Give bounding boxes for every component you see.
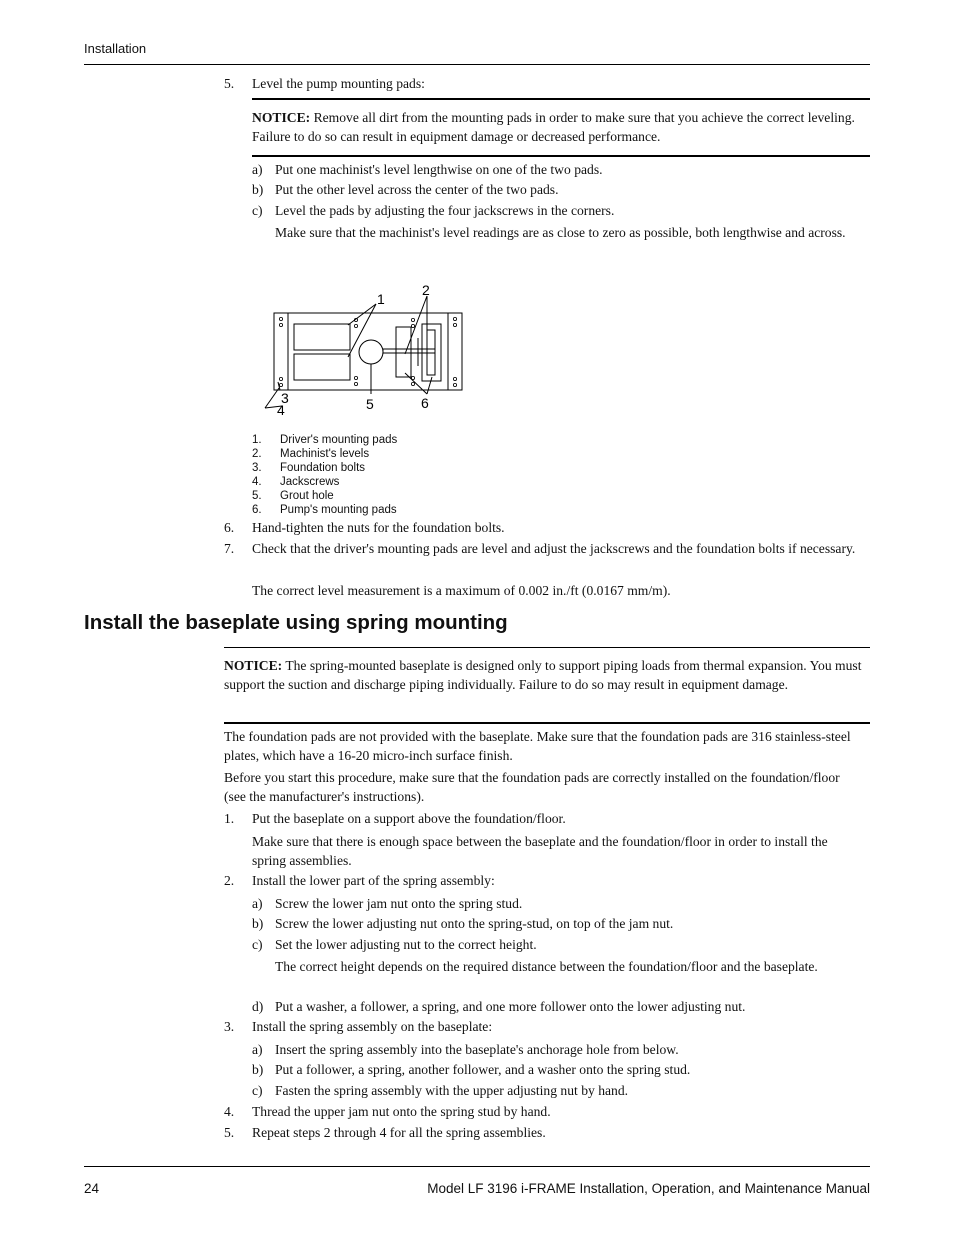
section-heading: Install the baseplate using spring mounting xyxy=(84,611,508,634)
step-number: 5. xyxy=(224,76,235,91)
substep-text: Level the pads by adjusting the four jackscrews in the corners. xyxy=(275,203,615,218)
substep-letter: b) xyxy=(252,182,264,197)
notice-label: NOTICE: xyxy=(252,110,311,125)
legend-text: Grout hole xyxy=(280,490,334,502)
substep-letter: a) xyxy=(252,896,263,911)
step-number: 2. xyxy=(224,873,235,888)
step-text: Thread the upper jam nut onto the spring stud by hand. xyxy=(252,1104,551,1119)
pump-pad-left xyxy=(396,327,411,377)
leader-1b xyxy=(348,304,376,357)
leader-6b xyxy=(427,377,432,394)
step-number: 1. xyxy=(224,811,235,826)
step-note: The correct level measurement is a maximum of 0.002 in./ft (0.0167 mm/m). xyxy=(252,583,671,598)
legend-text: Machinist's levels xyxy=(280,448,370,460)
callout-4: 4 xyxy=(277,402,285,418)
substep-text: Put a follower, a spring, another follower, and a washer onto the spring stud. xyxy=(275,1062,691,1077)
notice-box xyxy=(252,108,862,146)
substep-letter: b) xyxy=(252,916,264,931)
step-text: Repeat steps 2 through 4 for all the spring assemblies. xyxy=(252,1125,546,1140)
legend-text: Jackscrews xyxy=(280,476,340,488)
notice-box xyxy=(224,656,864,694)
legend-number: 4. xyxy=(252,476,262,488)
header-rule xyxy=(84,64,870,65)
baseplate-leveling-figure xyxy=(255,278,475,423)
substep-text: Set the lower adjusting nut to the correct height. xyxy=(275,937,537,952)
legend-text: Pump's mounting pads xyxy=(280,504,397,516)
callout-3: 3 xyxy=(281,390,289,406)
legend-number: 6. xyxy=(252,504,262,516)
substep-text: Insert the spring assembly into the baseplate's anchorage hole from below. xyxy=(275,1042,679,1057)
callout-5: 5 xyxy=(366,396,374,412)
step-text: Put the baseplate on a support above the foundation/floor. xyxy=(252,811,566,826)
callout-1: 1 xyxy=(377,291,385,307)
substep-letter: c) xyxy=(252,203,263,218)
step-number: 5. xyxy=(224,1125,235,1140)
leader-1a xyxy=(348,304,376,325)
baseplate-outline xyxy=(274,313,462,390)
notice-top-rule xyxy=(252,98,870,100)
notice-text: The spring-mounted baseplate is designed only to support piping loads from thermal expansion. You must support the suction and discharge piping individually. Failure to do so may result in equipment damage. xyxy=(224,658,862,692)
step-text: Install the lower part of the spring assembly: xyxy=(252,873,495,888)
substep-text: Screw the lower jam nut onto the spring stud. xyxy=(275,896,523,911)
leader-2b xyxy=(405,296,427,354)
substep-letter: b) xyxy=(252,1062,264,1077)
step-text: Level the pump mounting pads: xyxy=(252,76,425,91)
substep-letter: c) xyxy=(252,937,263,952)
notice-label: NOTICE: xyxy=(224,658,283,673)
substep-letter: a) xyxy=(252,1042,263,1057)
notice-bottom-rule xyxy=(224,722,870,724)
substep-text: Put one machinist's level lengthwise on one of the two pads. xyxy=(275,162,603,177)
substep-text: Screw the lower adjusting nut onto the spring-stud, on top of the jam nut. xyxy=(275,916,674,931)
page-number: 24 xyxy=(84,1181,100,1196)
substep-text: Put the other level across the center of the two pads. xyxy=(275,182,559,197)
notice-top-rule xyxy=(224,647,870,648)
legend-number: 2. xyxy=(252,448,262,460)
substep-text: Fasten the spring assembly with the upper adjusting nut by hand. xyxy=(275,1083,629,1098)
running-header: Installation xyxy=(84,41,147,56)
legend-number: 5. xyxy=(252,490,262,502)
legend-text: Foundation bolts xyxy=(280,462,366,474)
legend-number: 1. xyxy=(252,434,262,446)
substep-note: The correct height depends on the required distance between the foundation/floor and the baseplate. xyxy=(275,959,818,974)
driver-pad-bottom xyxy=(294,354,350,380)
callout-2: 2 xyxy=(422,282,430,298)
step-number: 7. xyxy=(224,541,235,556)
leader-6a xyxy=(405,373,427,394)
footer-rule xyxy=(84,1166,870,1167)
substep-letter: a) xyxy=(252,162,263,177)
step-number: 6. xyxy=(224,520,235,535)
callout-6: 6 xyxy=(421,395,429,411)
body-paragraph: Before you start this procedure, make sure that the foundation pads are correctly installed on the foundation/floor (see the manufacturer's instructions). xyxy=(224,770,840,804)
notice-text: Remove all dirt from the mounting pads in order to make sure that you achieve the correct leveling. Failure to do so can result in equipment damage or decreased performance. xyxy=(252,110,855,144)
step-number: 4. xyxy=(224,1104,235,1119)
substep-letter: c) xyxy=(252,1083,263,1098)
substep-letter: d) xyxy=(252,999,264,1014)
step-note: Make sure that there is enough space between the baseplate and the foundation/floor in order to install the spring assemblies. xyxy=(252,834,828,868)
notice-bottom-rule xyxy=(252,155,870,157)
driver-pad-top xyxy=(294,324,350,350)
grout-hole xyxy=(359,340,383,364)
legend-text: Driver's mounting pads xyxy=(280,434,398,446)
body-paragraph: The foundation pads are not provided with the baseplate. Make sure that the foundation pads are 316 stainless-steel plates, which have a 16-20 micro-inch surface finish. xyxy=(224,729,851,763)
step-text: Check that the driver's mounting pads are level and adjust the jackscrews and the foundation bolts if necessary. xyxy=(252,541,856,556)
step-text: Install the spring assembly on the baseplate: xyxy=(252,1019,493,1034)
legend-number: 3. xyxy=(252,462,262,474)
manual-title: Model LF 3196 i-FRAME Installation, Operation, and Maintenance Manual xyxy=(427,1181,870,1196)
step-text: Hand-tighten the nuts for the foundation bolts. xyxy=(252,520,505,535)
substep-note: Make sure that the machinist's level readings are as close to zero as possible, both lengthwise and across. xyxy=(275,225,846,240)
substep-text: Put a washer, a follower, a spring, and one more follower onto the lower adjusting nut. xyxy=(275,999,746,1014)
step-number: 3. xyxy=(224,1019,235,1034)
